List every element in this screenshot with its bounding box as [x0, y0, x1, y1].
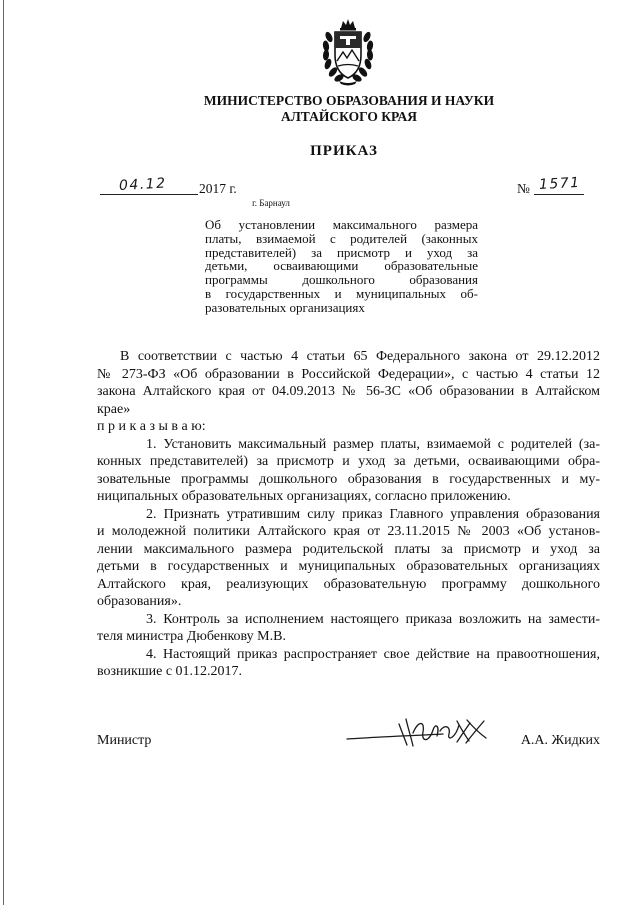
- signatory-position: Министр: [97, 733, 152, 748]
- body-line: лении максимального размера родительской платы за присмотр и уход за: [97, 541, 600, 557]
- document-type: ПРИКАЗ: [310, 143, 378, 159]
- handwritten-number: 1571: [538, 174, 582, 193]
- city: г. Барнаул: [252, 198, 290, 208]
- body-line: В соответствии с частью 4 статьи 65 Федерального закона от 29.12.2012: [120, 349, 600, 364]
- body-line: 4. Настоящий приказ распространяет свое действие на правоотношения,: [146, 646, 600, 662]
- preamble-paragraph: [97, 348, 600, 418]
- item-4-paragraph: [97, 646, 600, 681]
- item-1-paragraph: [97, 436, 600, 506]
- body-line: 3. Контроль за исполнением настоящего приказа возложить на замести-: [146, 611, 600, 627]
- title-line: детьми, осваивающими образовательные: [205, 258, 478, 274]
- ministry-name-line2: АЛТАЙСКОГО КРАЯ: [280, 109, 418, 124]
- body-line: Алтайского края, реализующих образовательную программу дошкольного: [97, 576, 600, 592]
- title-line: программы дошкольного образования: [205, 272, 478, 288]
- coat-of-arms-icon: [317, 17, 379, 87]
- title-line: разовательных организациях: [205, 299, 365, 315]
- document-title: [205, 218, 478, 315]
- body-line: № 273-ФЗ «Об образовании в Российской Федерации», с частью 4 статьи 12: [97, 366, 600, 382]
- body-line: крае»: [97, 401, 131, 417]
- body-line: теля министра Дюбенкову М.В.: [97, 629, 286, 644]
- date-underline: [100, 194, 198, 195]
- body-line: конных представителей) за присмотр и уход за детьми, осваивающими обра-: [97, 454, 600, 469]
- body-line: зовательные программы дошкольного образования в государственных и му-: [97, 471, 600, 487]
- body-line: детьми в государственных и муниципальных образовательных организациях: [97, 559, 600, 574]
- body-line: возникшие с 01.12.2017.: [97, 664, 243, 679]
- title-line: Об установлении максимального размера: [205, 217, 478, 232]
- body-line: 2. Признать утратившим силу приказ Главного управления образования: [146, 506, 600, 522]
- body-line: ниципальных образовательных организациях, согласно приложению.: [97, 489, 511, 504]
- number-sign: №: [517, 181, 530, 196]
- scan-edge-line: [3, 0, 4, 905]
- handwritten-signature-icon: [345, 712, 490, 757]
- handwritten-date: 04.12: [118, 175, 167, 194]
- number-underline: [534, 194, 584, 195]
- body-line: закона Алтайского края от 04.09.2013 № 56-ЗС «Об образовании в Алтайском: [97, 384, 600, 399]
- body-line: образования».: [97, 594, 182, 609]
- title-line: платы, взимаемой с родителей (законных: [205, 230, 478, 246]
- ministry-name-line1: МИНИСТЕРСТВО ОБРАЗОВАНИЯ И НАУКИ: [203, 93, 495, 108]
- document-year: 2017 г.: [199, 181, 237, 196]
- body-line: 1. Установить максимальный размер платы, взимаемой с родителей (за-: [146, 436, 600, 452]
- item-2-paragraph: [97, 506, 600, 611]
- directive-word: п р и к а з ы в а ю:: [97, 419, 206, 434]
- item-3-paragraph: [97, 611, 600, 646]
- title-line: в государственных и муниципальных об-: [205, 285, 478, 301]
- body-line: и молодежной политики Алтайского края от 23.11.2015 № 2003 «Об установ-: [97, 524, 600, 539]
- signatory-name: А.А. Жидких: [520, 733, 600, 748]
- title-line: представителей) за присмотр и уход за: [205, 244, 478, 260]
- document-body: [97, 348, 600, 681]
